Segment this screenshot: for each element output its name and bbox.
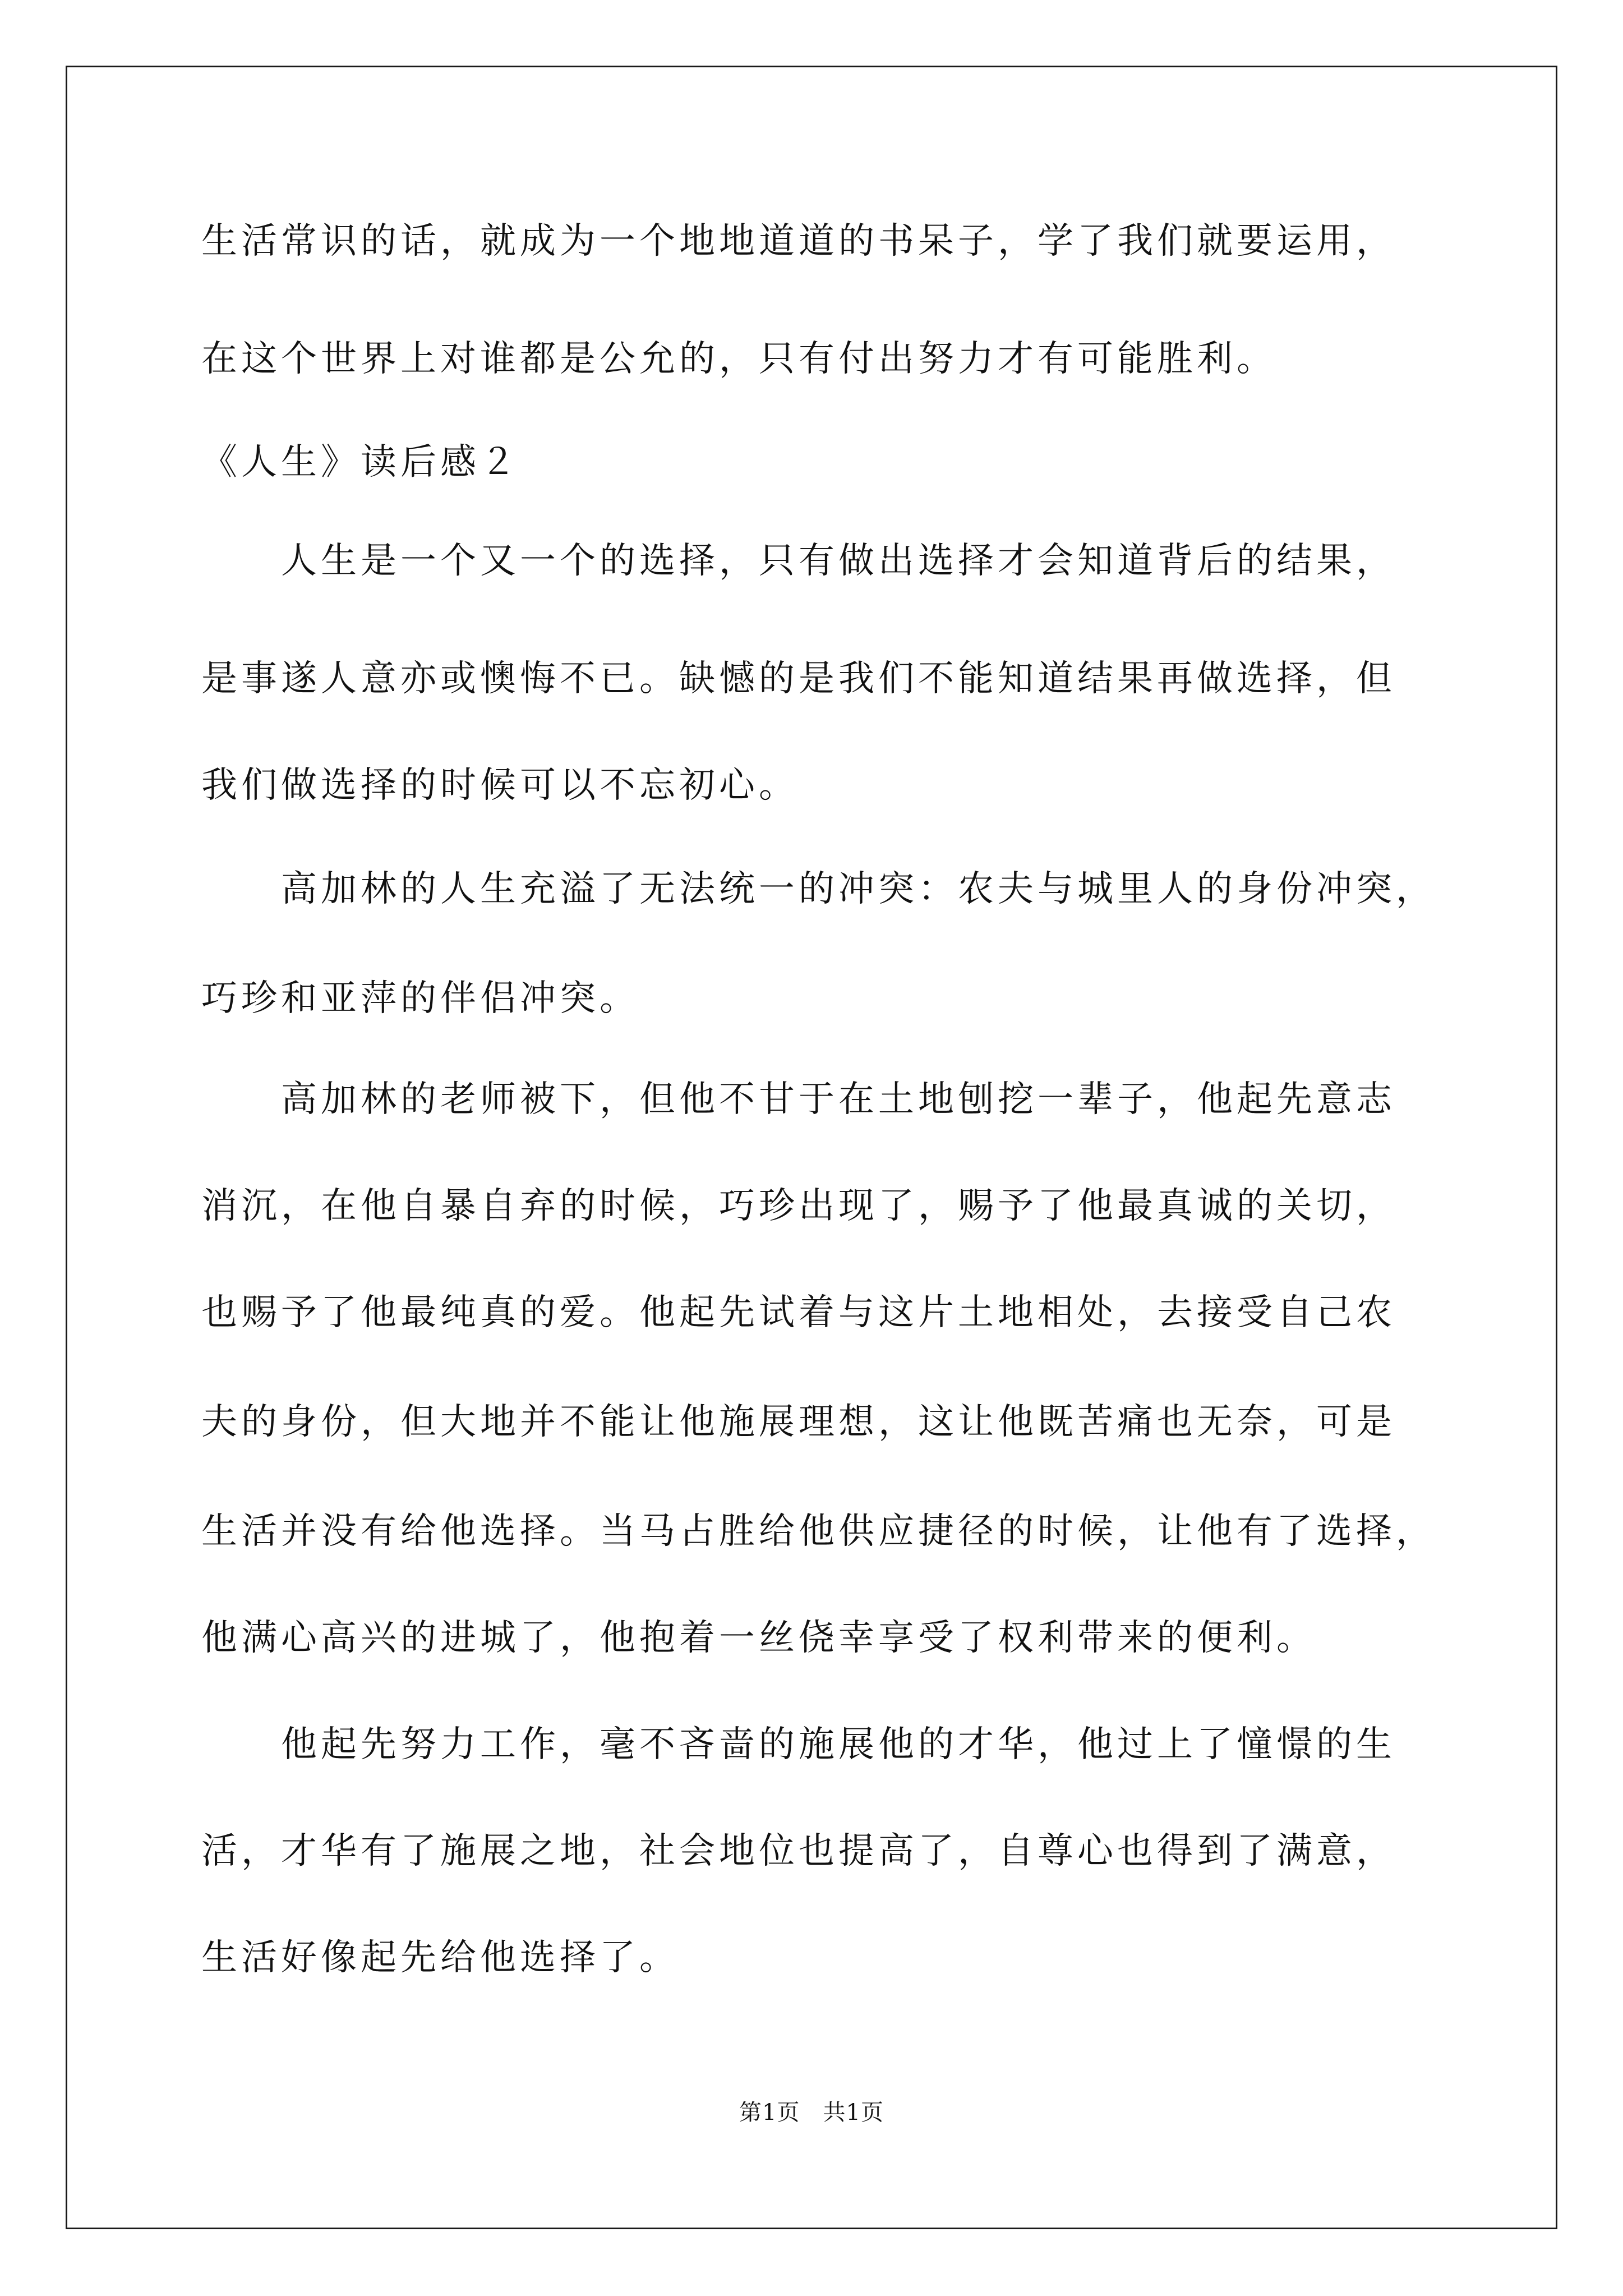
body-line: 巧珍和亚萍的伴侣冲突。: [201, 978, 639, 1019]
body-line: 我们做选择的时候可以不忘初心。: [201, 765, 799, 806]
body-line: 夫的身份，但大地并不能让他施展理想，这让他既苦痛也无奈，可是: [201, 1401, 1396, 1443]
paragraph-first-line: 他起先努力工作，毫不吝啬的施展他的才华，他过上了憧憬的生: [281, 1724, 1396, 1765]
paragraph-first-line: 人生是一个又一个的选择，只有做出选择才会知道背后的结果，: [281, 540, 1396, 582]
page-number: 第1页 共1页: [739, 2100, 884, 2125]
body-line: 是事遂人意亦或懊悔不已。缺憾的是我们不能知道结果再做选择，但: [201, 658, 1396, 700]
body-line: 活，才华有了施展之地，社会地位也提高了，自尊心也得到了满意，: [201, 1830, 1396, 1872]
paragraph-first-line: 高加林的人生充溢了无法统一的冲突：农夫与城里人的身份冲突，: [281, 868, 1436, 910]
section-heading: 《人生》读后感２: [201, 441, 520, 483]
body-line: 生活好像起先给他选择了。: [201, 1937, 679, 1978]
paragraph-first-line: 高加林的老师被下，但他不甘于在土地刨挖一辈子，他起先意志: [281, 1079, 1396, 1120]
body-line: 消沉，在他自暴自弃的时候，巧珍出现了，赐予了他最真诚的关切，: [201, 1185, 1396, 1227]
body-line: 也赐予了他最纯真的爱。他起先试着与这片土地相处，去接受自己农: [201, 1292, 1396, 1333]
page-border: [66, 66, 1557, 2229]
body-line: 在这个世界上对谁都是公允的，只有付出努力才有可能胜利。: [201, 338, 1276, 380]
body-line: 生活并没有给他选择。当马占胜给他供应捷径的时候，让他有了选择，: [201, 1511, 1436, 1552]
body-line: 生活常识的话，就成为一个地地道道的书呆子，学了我们就要运用，: [201, 220, 1396, 262]
body-line: 他满心高兴的进城了，他抱着一丝侥幸享受了权利带来的便利。: [201, 1617, 1316, 1659]
